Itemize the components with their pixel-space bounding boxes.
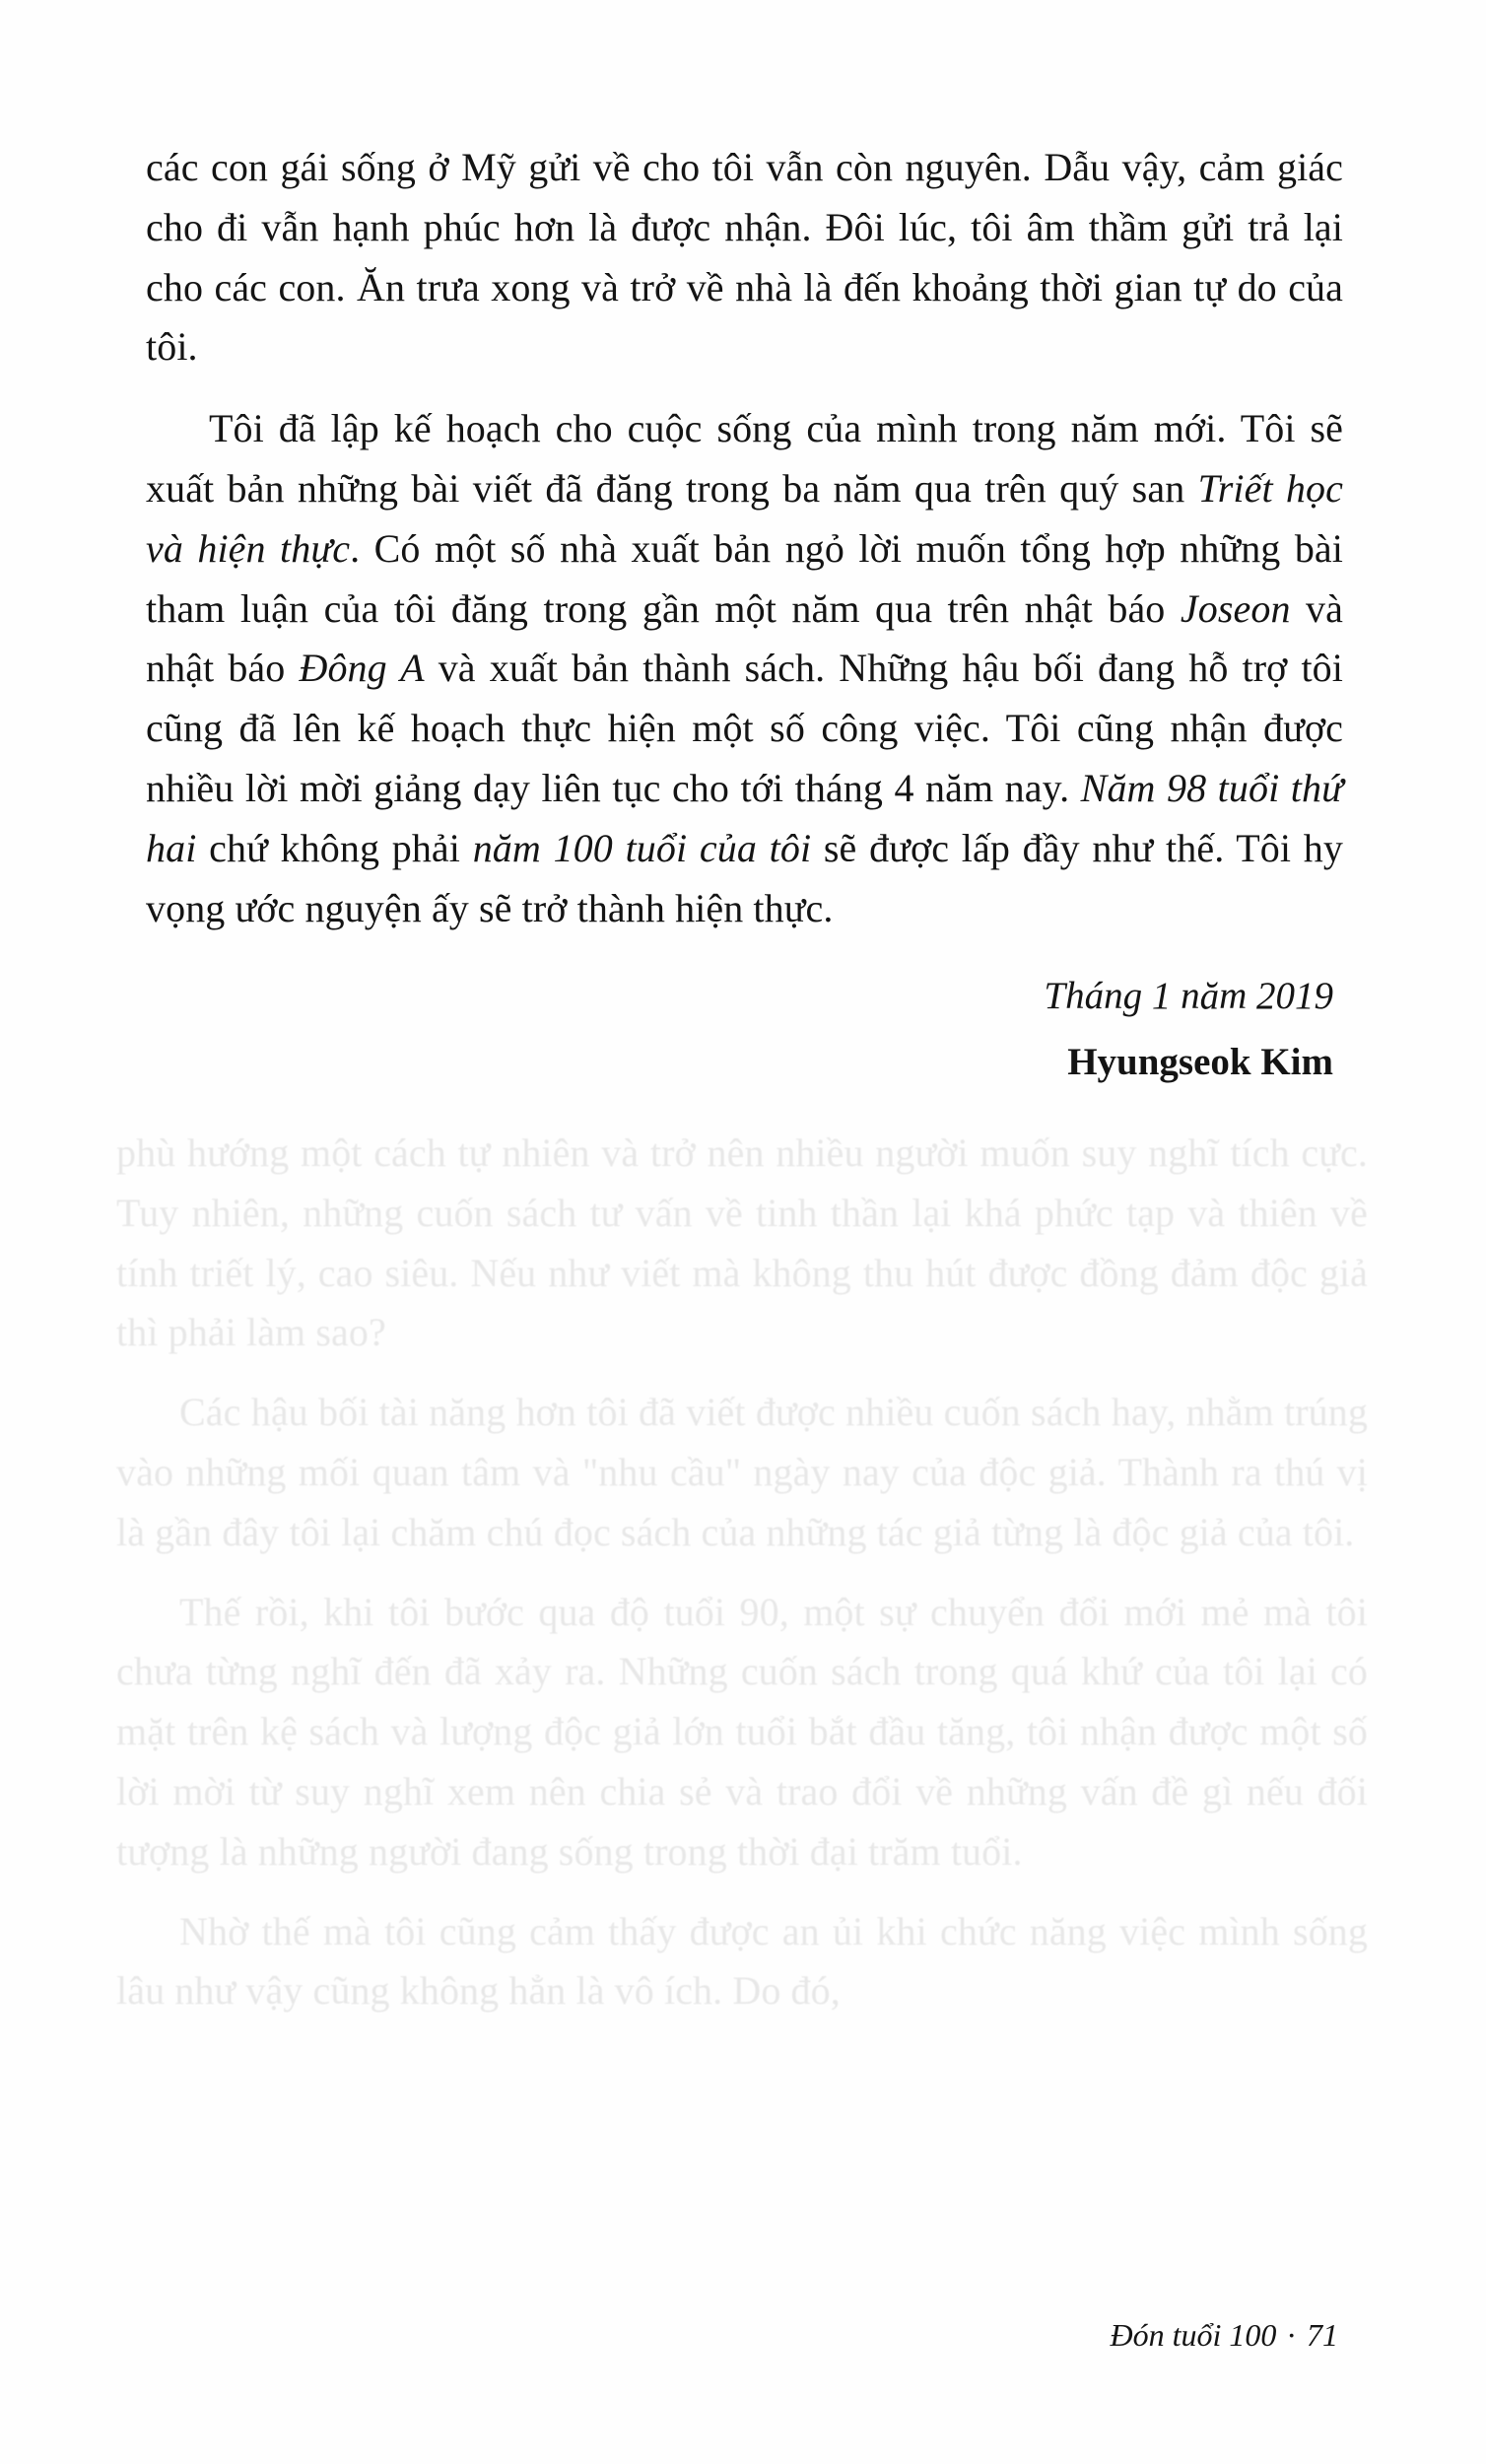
italic-run: Joseon xyxy=(1180,585,1291,631)
text-run: các con gái sống ở Mỹ gửi về cho tôi vẫn còn nguyên. Dẫu vậy, cảm giác cho đi vẫn hạnh phúc hơn là được nhận. Đôi lúc, tôi âm thầm gửi trả lại cho các con. Ăn trưa xong và trở về nhà là đến khoảng thời gian tự do của tôi. xyxy=(146,145,1343,370)
body-paragraph-1 xyxy=(146,138,1343,377)
showthrough-paragraph: Thế rồi, khi tôi bước qua độ tuổi 90, một sự chuyển đổi mới mẻ mà tôi chưa từng nghĩ đến đã xảy ra. Những cuốn sách trong quá khứ của tôi lại có mặt trên kệ sách và lượng độc giả lớn tuổi bắt đầu tăng, tôi nhận được một số lời mời từ suy nghĩ xem nên chia sẻ và trao đổi về những vấn đề gì nếu đối tượng là những người đang sống trong thời đại trăm tuổi. xyxy=(116,1589,1368,1874)
text-run: Tôi đã lập kế hoạch cho cuộc sống của mình trong năm mới. Tôi sẽ xuất bản những bài viết đã đăng trong ba năm qua trên quý san xyxy=(146,406,1343,511)
text-run: và nhật báo xyxy=(146,585,1343,691)
italic-run: Đông A xyxy=(299,646,425,691)
showthrough-paragraph: Các hậu bối tài năng hơn tôi đã viết được nhiều cuốn sách hay, nhằm trúng vào những mối quan tâm và "nhu cầu" ngày nay của độc giả. Thành ra thú vị là gần đây tôi lại chăm chú đọc sách của những tác giả từng là độc giả của tôi. xyxy=(116,1390,1368,1554)
text-run: . Có một số nhà xuất bản ngỏ lời muốn tổng hợp những bài tham luận của tôi đăng trong gần một năm qua trên nhật báo xyxy=(146,525,1343,631)
footer-separator: · xyxy=(1286,2317,1297,2353)
signature-author-name: Hyungseok Kim xyxy=(1067,1040,1333,1083)
signature-block xyxy=(146,968,1343,1093)
text-run: chứ không phải xyxy=(196,825,473,870)
page-showthrough-text xyxy=(116,1124,1368,2021)
italic-run: Triết học và hiện thực xyxy=(146,465,1343,571)
footer-page-number: 71 xyxy=(1307,2317,1338,2353)
text-run: và xuất bản thành sách. Những hậu bối đang hỗ trợ tôi cũng đã lên kế hoạch thực hiện một số công việc. Tôi cũng nhận được nhiều lời mời giảng dạy liên tục cho tới tháng 4 năm nay. xyxy=(146,646,1343,810)
italic-run: Năm 98 tuổi thứ hai xyxy=(146,765,1343,870)
italic-run: năm 100 tuổi của tôi xyxy=(472,825,812,870)
page-footer xyxy=(1110,2317,1338,2354)
body-paragraph-2 xyxy=(146,399,1343,938)
footer-book-title: Đón tuổi 100 xyxy=(1110,2317,1277,2353)
showthrough-paragraph: phù hướng một cách tự nhiên và trở nên nhiều người muốn suy nghĩ tích cực. Tuy nhiên, những cuốn sách tư vấn về tinh thần lại khá phức tạp và thiên về tính triết lý, cao siêu. Nếu như viết mà không thu hút được đồng đảm độc giả thì phải làm sao? xyxy=(116,1130,1368,1355)
signature-date: Tháng 1 năm 2019 xyxy=(1044,975,1333,1018)
text-run: sẽ được lấp đầy như thế. Tôi hy vọng ước nguyện ấy sẽ trở thành hiện thực. xyxy=(146,825,1344,930)
page-body xyxy=(146,138,1343,1093)
showthrough-paragraph: Nhờ thế mà tôi cũng cảm thấy được an ủi khi chức năng việc mình sống lâu như vậy cũng không hẳn là vô ích. Do đó, xyxy=(116,1908,1368,2014)
